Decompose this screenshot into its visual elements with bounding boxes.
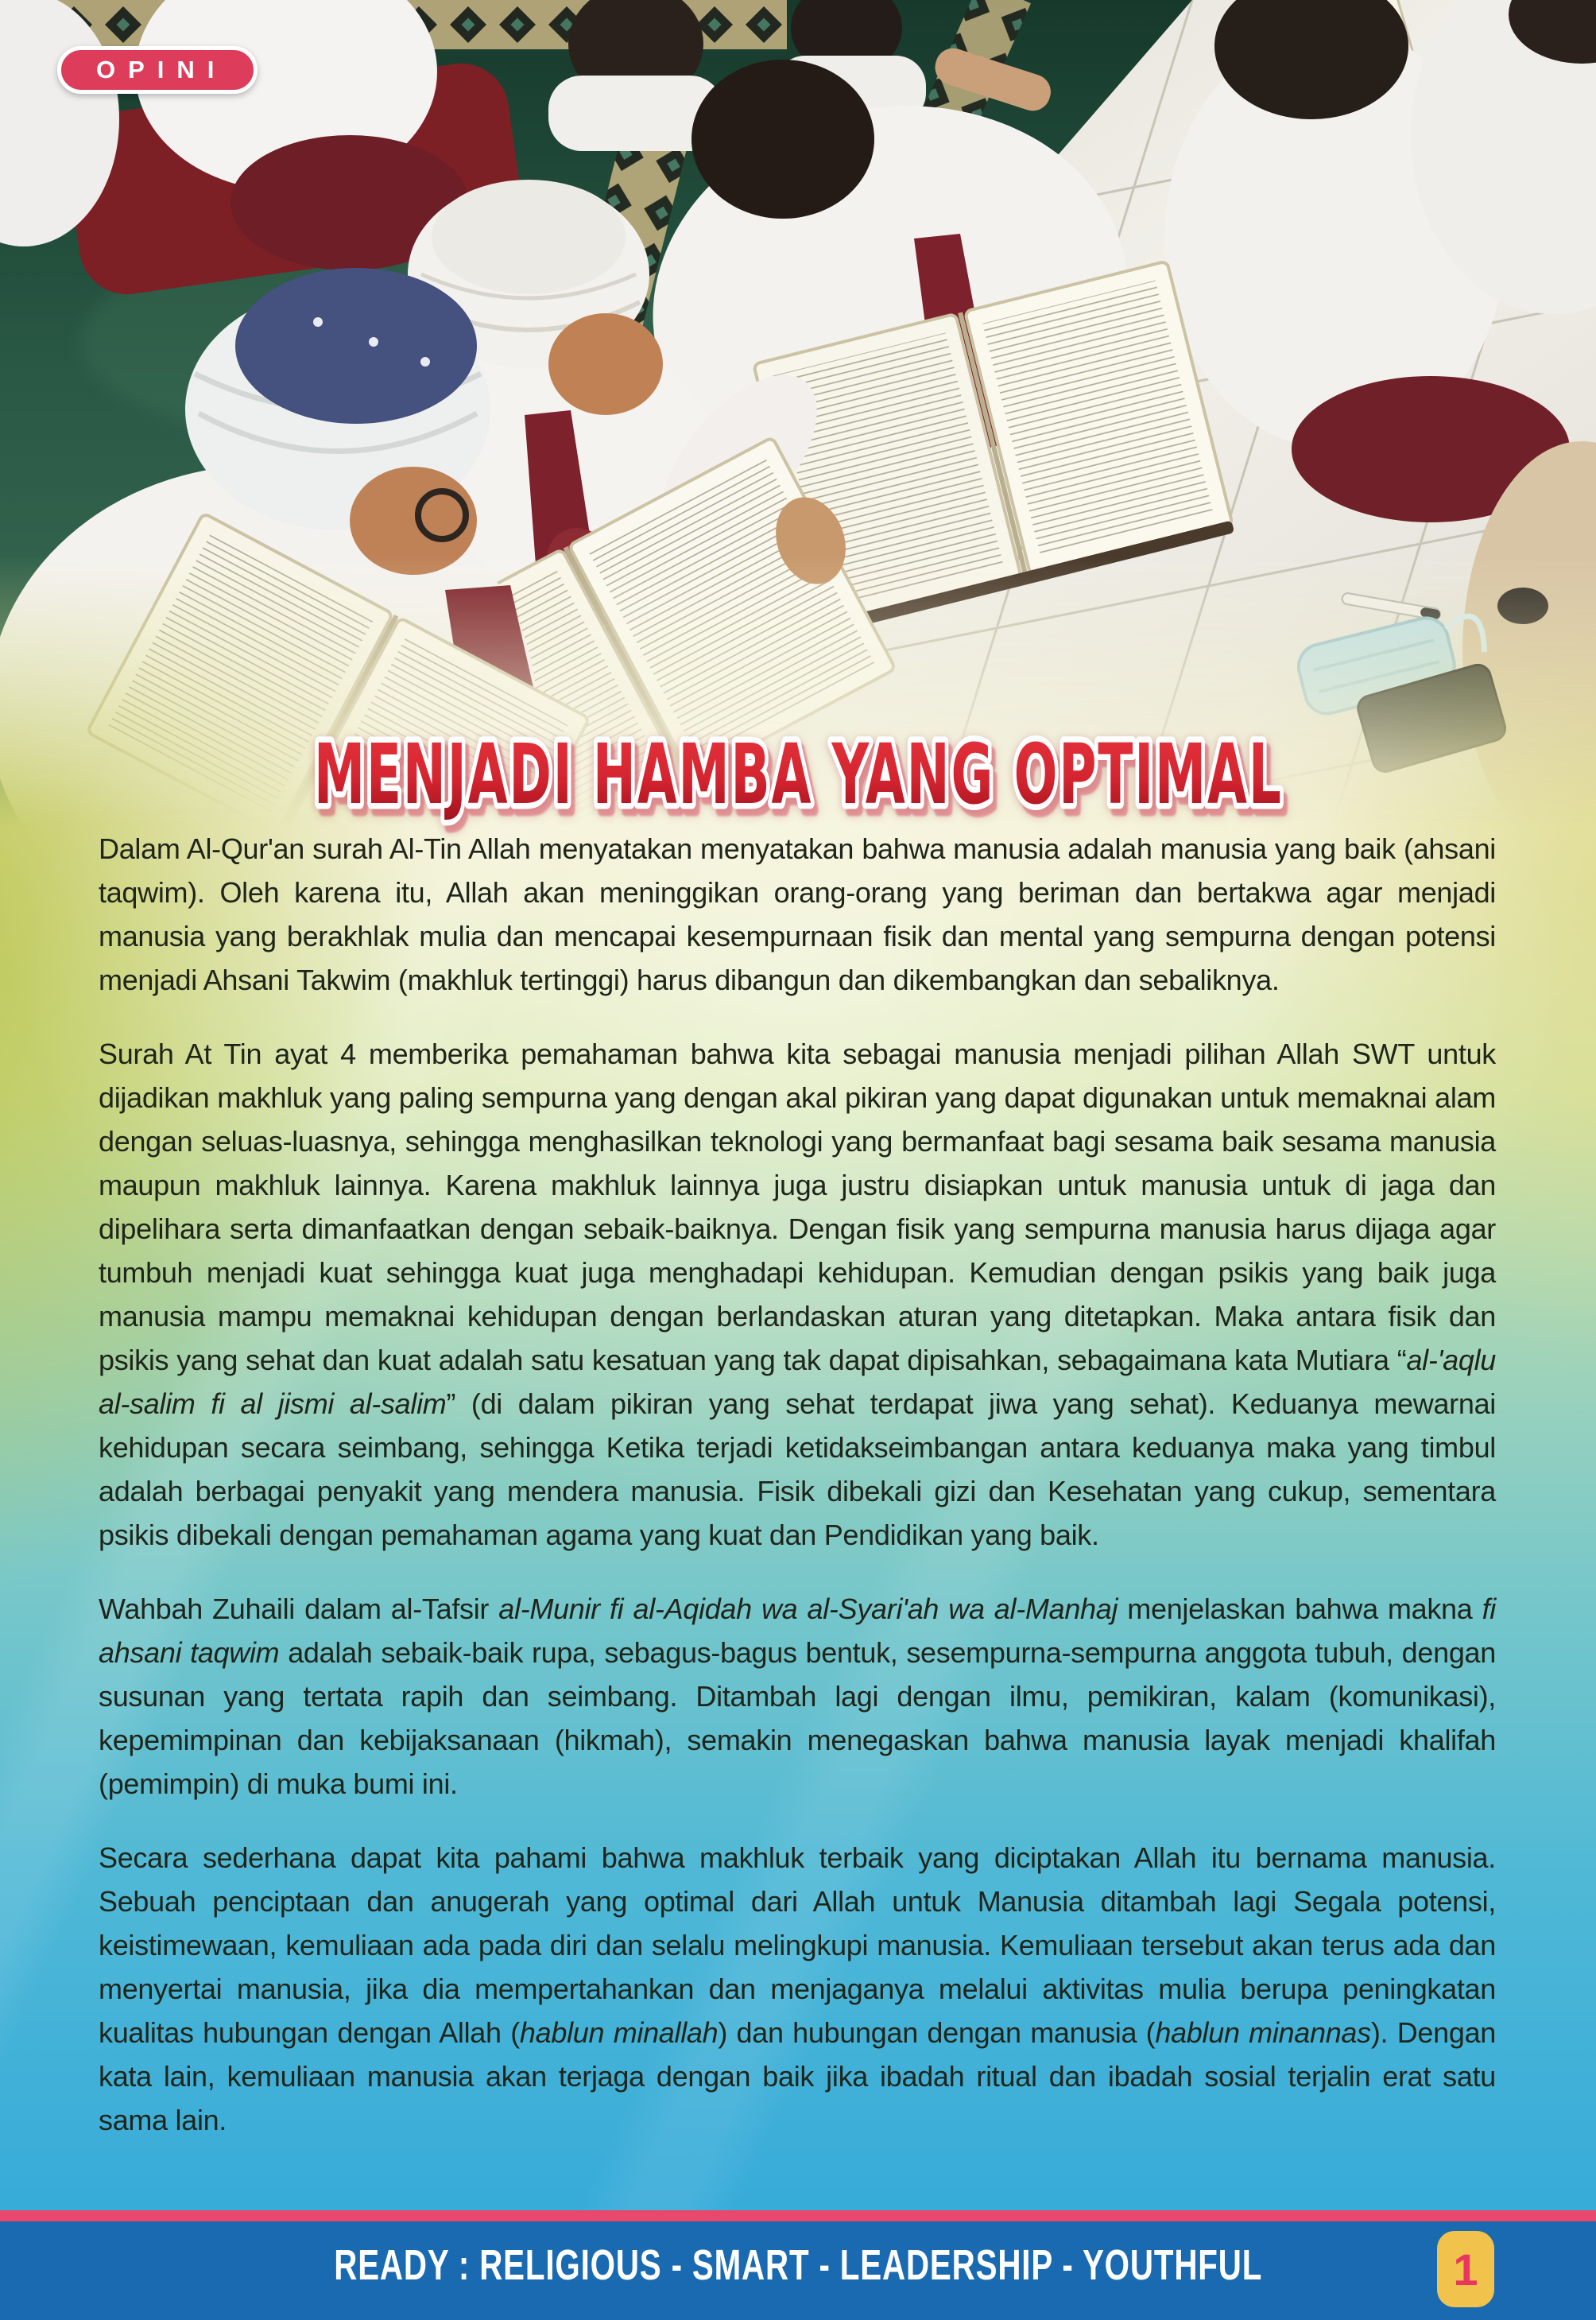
white-kufi-cap-top <box>432 180 626 294</box>
school-motto: READY : RELIGIOUS - SMART - LEADERSHIP - YOUTHFUL <box>334 2241 1262 2289</box>
page-number: 1 <box>1453 2244 1478 2295</box>
kufi-dot <box>369 337 378 347</box>
page-number-badge <box>1437 2231 1494 2307</box>
kufi-dot <box>420 357 430 367</box>
article-body <box>99 827 1496 2172</box>
section-badge-label: OPINI <box>96 56 227 83</box>
article-title-text: MENJADI HAMBA YANG OPTIMAL <box>314 727 1283 824</box>
student-face <box>350 467 477 575</box>
section-badge-opini <box>57 46 258 94</box>
student-face <box>548 313 663 415</box>
paragraph: Dalam Al-Qur'an surah Al-Tin Allah menyatakan menyatakan bahwa manusia adalah manusia yang baik (ahsani taqwim). Oleh karena itu, Allah akan meninggikan orang-orang yang beriman dan bertakwa agar menjadi manusia yang berakhlak mulia dan mencapai kesempurnaan fisik dan mental yang sempurna dengan potensi menjadi Ahsani Takwim (makhluk tertinggi) harus dibangun dan dikembangkan dan sebaliknya. <box>99 832 1496 996</box>
page-footer <box>0 2210 1596 2320</box>
footer-accent-stripe <box>0 2210 1596 2221</box>
kufi-dot <box>313 317 323 327</box>
student-hair <box>691 60 874 219</box>
footer-bar <box>0 2221 1596 2320</box>
article-title <box>0 714 1596 841</box>
paragraph: Secara sederhana dapat kita pahami bahwa makhluk terbaik yang diciptakan Allah itu bernama manusia. Sebuah penciptaan dan anugerah yang optimal dari Allah untuk Manusia ditambah lagi Segala potensi, keistimewaan, kemuliaan ada pada diri dan selalu melingkupi manusia. Kemuliaan tersebut akan terus ada dan menyertai manusia, jika dia mempertahankan dan menjaganya melalui aktivitas mulia berupa peningkatan kualitas hubungan dengan Allah (hablun minallah) dan hubungan dengan manusia (hablun minannas). Dengan kata lain, kemuliaan manusia akan terjaga dengan baik jika ibadah ritual dan ibadah sosial terjalin erat satu sama lain. <box>99 1841 1497 2136</box>
paragraph: Wahbah Zuhaili dalam al-Tafsir al-Munir fi al-Aqidah wa al-Syari'ah wa al-Manhaj menjelaskan bahwa makna fi ahsani taqwim adalah sebaik-baik rupa, sebagus-bagus bentuk, sesempurna-sempurna anggota tubuh, dengan susunan yang tertata rapih dan seimbang. Ditambah lagi dengan ilmu, pemikiran, kalam (komunikasi), kepemimpinan dan kebijaksanaan (hikmah), semakin menegaskan bahwa manusia layak menjadi khalifah (pemimpin) di muka bumi ini. <box>99 1593 1496 1800</box>
blue-kufi-cap-top <box>235 268 477 424</box>
wrist-watch <box>1497 588 1548 624</box>
paragraph: Surah At Tin ayat 4 memberika pemahaman bahwa kita sebagai manusia menjadi pilihan Allah SWT untuk dijadikan makhluk yang paling sempurna yang dengan akal pikiran yang dapat digunakan untuk memaknai alam dengan seluas-luasnya, sehingga menghasilkan teknologi yang bermanfaat bagi sesama baik sesama manusia maupun makhluk lainnya. Karena makhluk lainnya juga justru disiapkan untuk manusia untuk di jaga dan dipelihara serta dimanfaatkan dengan sebaik-baiknya. Dengan fisik yang sempurna manusia harus dijaga agar tumbuh menjadi kuat sehingga kuat juga menghadapi kehidupan. Kemudian dengan psikis yang baik juga manusia mampu memaknai kehidupan dengan berlandaskan aturan yang ditetapkan. Maka antara fisik dan psikis yang sehat dan kuat adalah satu kesatuan yang tak dapat dipisahkan, sebagaimana kata Mutiara “al-'aqlu al-salim fi al jismi al-salim” (di dalam pikiran yang sehat terdapat jiwa yang sehat). Keduanya mewarnai kehidupan secara seimbang, sehingga Ketika terjadi ketidakseimbangan antara keduanya maka yang timbul adalah berbagai penyakit yang mendera manusia. Fisik dibekali gizi dan Kesehatan yang cukup, sementara psikis dibekali dengan pemahaman agama yang kuat dan Pendidikan yang baik. <box>99 1038 1496 1551</box>
